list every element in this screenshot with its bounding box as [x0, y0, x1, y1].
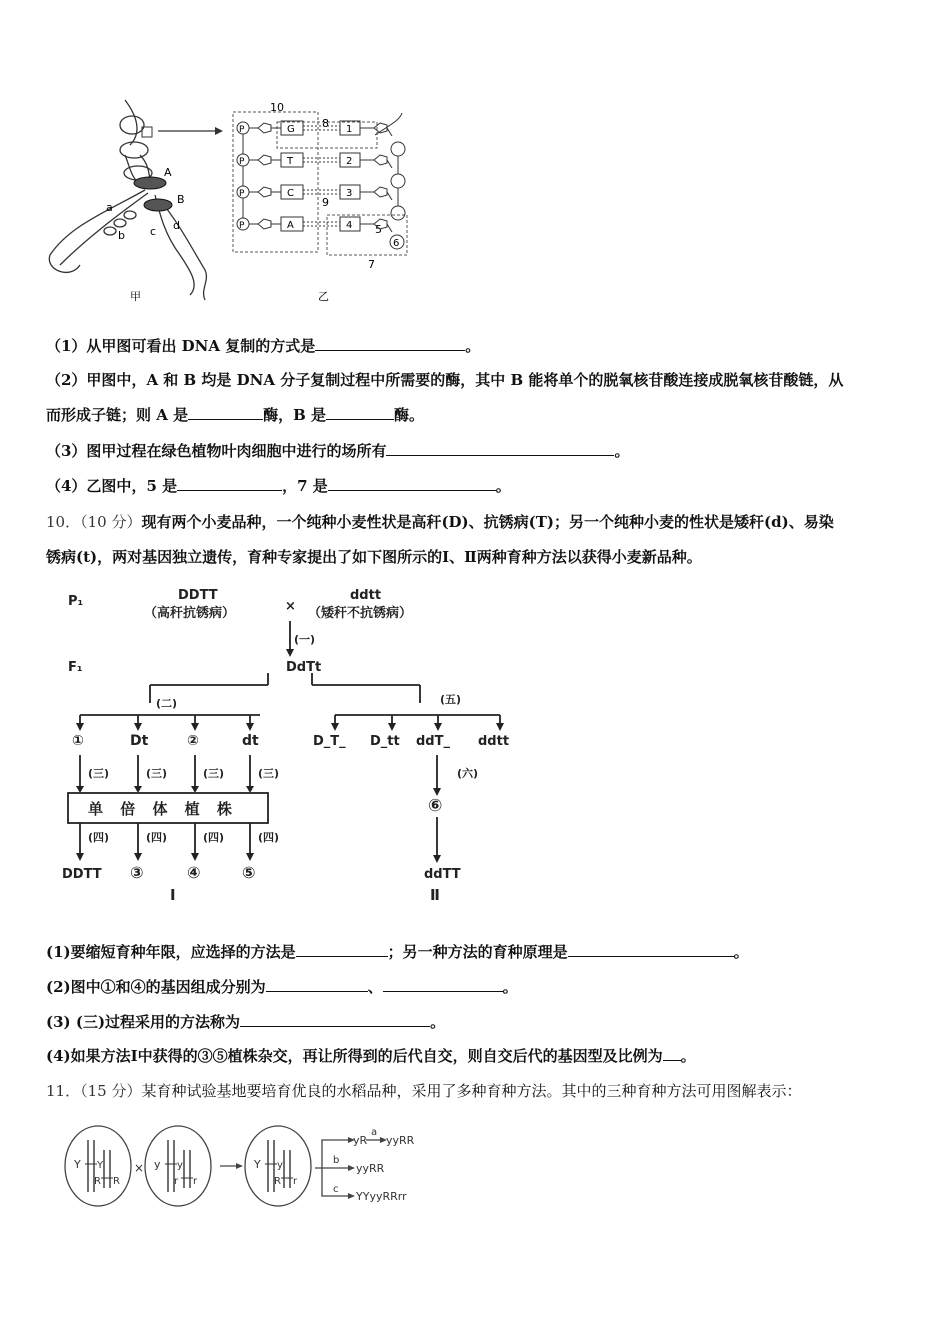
output-c: YYyyRRrr [356, 1190, 407, 1203]
step6-label: (六) [457, 767, 479, 780]
base-left: T [287, 156, 294, 167]
allele-label: R [94, 1176, 101, 1187]
allele-label: y [277, 1160, 283, 1171]
answer-blank[interactable] [663, 1046, 681, 1061]
base-right: 2 [346, 156, 353, 167]
enzyme-b-icon [144, 199, 172, 211]
q10-part2 [46, 977, 518, 997]
answer-blank[interactable] [383, 977, 503, 992]
label-B: B [177, 193, 185, 206]
q10-stem-1: 现有两个小麦品种，一个纯种小麦性状是高秆(D)、抗锈病(T)；另一个纯种小麦的性状是矮秆(d)、易染 [141, 513, 834, 531]
base-right: 3 [346, 188, 353, 199]
base-left: C [287, 188, 294, 199]
parent1-desc: （高秆抗锈病） [144, 606, 236, 621]
answer-blank[interactable] [326, 405, 394, 420]
allele-label: Y [74, 1158, 81, 1171]
q10-part3 [46, 1012, 445, 1032]
punct: 。 [614, 442, 630, 460]
label-10: 10 [270, 101, 284, 114]
step3-label: (三) [258, 767, 280, 780]
output-a1: yR [353, 1134, 368, 1147]
q10-p1-text: (1)要缩短育种年限，应选择的方法是 [46, 943, 296, 961]
parent2-genotype: ddtt [350, 588, 382, 603]
label-9: 9 [322, 196, 329, 209]
label-7: 7 [368, 258, 375, 271]
parent2-desc: （矮秆不抗锈病） [308, 606, 413, 621]
step4-label: (四) [88, 831, 110, 844]
allele-label: Y [97, 1160, 104, 1171]
gamete-label: dt [242, 733, 259, 749]
q9-p2-text: （2）甲图中，A 和 B 均是 DNA 分子复制过程中所需要的酶，其中 B 能将单个的脱氧核苷酸连接成脱氧核苷酸链，从 [46, 371, 844, 389]
label-c: c [150, 225, 157, 238]
result-II-genotype: ddTT [424, 867, 461, 882]
q10-p1-mid: ；另一种方法的育种原理是 [387, 943, 568, 961]
label-yi: 乙 [318, 290, 329, 303]
base-left: A [287, 220, 294, 231]
rice-breeding-diagram [60, 1118, 440, 1218]
q10-score: （10 分） [80, 513, 142, 531]
haploid-box-label: 单 倍 体 植 株 [88, 800, 238, 818]
f1-genotype: DdTt [286, 660, 322, 675]
gamete-label: Dt [130, 733, 149, 749]
q10-number: 10． [46, 513, 81, 531]
q10-p4-text: (4)如果方法Ⅰ中获得的③⑤植株杂交，再让所得到的后代自交，则自交后代的基因型及比例为 [46, 1047, 663, 1065]
q9-p1-text: （1）从甲图可看出 DNA 复制的方式是 [46, 337, 316, 355]
q9-part4 [46, 476, 511, 496]
method-I-label: Ⅰ [170, 886, 176, 904]
phosphate-icon: P [239, 157, 245, 167]
label-a: a [106, 201, 113, 214]
answer-blank[interactable] [177, 476, 282, 491]
parent1-genotype: DDTT [178, 588, 218, 603]
result-genotype: ⑤ [242, 863, 256, 882]
cross-sign: × [285, 599, 296, 614]
base-left: G [287, 124, 295, 135]
result-row [62, 823, 279, 882]
q11-number: 11． [46, 1082, 81, 1100]
f2-genotype: ddtt [478, 734, 510, 749]
f2-genotype: D_T_ [313, 734, 346, 749]
base-right: 4 [346, 220, 353, 231]
punct: 。 [465, 337, 481, 355]
step4-label: (四) [258, 831, 280, 844]
output-a2: yyRR [386, 1134, 415, 1147]
gamete-label: ① [72, 733, 84, 749]
q9-p3-text: （3）图甲过程在绿色植物叶肉细胞中进行的场所有 [46, 442, 387, 460]
output-b: yyRR [356, 1162, 385, 1175]
allele-label: r [174, 1176, 179, 1187]
answer-blank[interactable] [315, 336, 465, 351]
phosphate-icon: P [239, 221, 245, 231]
gamete-row [72, 715, 259, 749]
step3-label: (三) [88, 767, 110, 780]
method-II-label: Ⅱ [430, 886, 440, 904]
q11-score: （15 分） [80, 1082, 142, 1100]
q10-stem-2-text: 锈病(t)，两对基因独立遗传，育种专家提出了如下图所示的Ⅰ、Ⅱ两种育种方法以获得小麦新品种。 [46, 548, 702, 566]
label-d: d [173, 219, 180, 232]
f2-row [313, 715, 509, 749]
step3-label: (三) [146, 767, 168, 780]
answer-blank[interactable] [568, 942, 734, 957]
answer-blank[interactable] [328, 476, 496, 491]
allele-label: y [154, 1158, 161, 1171]
allele-label: r [293, 1176, 298, 1187]
q9-part1 [46, 336, 480, 356]
result-genotype: DDTT [62, 867, 102, 882]
q9-part3 [46, 441, 629, 461]
allele-label: r [193, 1176, 198, 1187]
punct: 。 [430, 1013, 446, 1031]
result-genotype: ③ [130, 863, 144, 882]
f1-label: F₁ [68, 660, 83, 675]
label-8: 8 [322, 117, 329, 130]
punct: 。 [502, 978, 518, 996]
q9-p2-cont-a: 而形成子链；则 A 是 [46, 406, 189, 424]
punct: 。 [680, 1047, 696, 1065]
cross-sign-2: × [134, 1161, 145, 1175]
punct: 。 [495, 477, 511, 495]
phosphate-icon: P [239, 189, 245, 199]
q11-stem [46, 1081, 801, 1101]
label-A: A [164, 166, 172, 179]
step3-label: (三) [203, 767, 225, 780]
circle-6: ⑥ [428, 796, 443, 816]
f2-genotype: ddT_ [416, 734, 450, 749]
q10-p2-mid: 、 [367, 978, 383, 996]
allele-label: Y [254, 1158, 261, 1171]
step3-row [76, 755, 279, 793]
q9-p4-mid: ，7 是 [282, 477, 328, 495]
label-jia: 甲 [130, 290, 141, 303]
allele-label: R [274, 1176, 281, 1187]
answer-blank[interactable] [188, 405, 263, 420]
gamete-label: ② [187, 733, 199, 749]
step5-label: (五) [440, 693, 462, 706]
branch-c-label: c [333, 1184, 339, 1195]
step1-label: (一) [294, 633, 316, 646]
step4-label: (四) [203, 831, 225, 844]
punct: 。 [733, 943, 749, 961]
answer-blank[interactable] [240, 1012, 430, 1027]
p1-label: P₁ [68, 594, 84, 609]
q11-stem-text: 某育种试验基地要培育优良的水稻品种，采用了多种育种方法。其中的三种育种方法可用图解表示： [141, 1082, 802, 1100]
breeding-diagram [60, 585, 520, 910]
step2-label: (二) [156, 697, 178, 710]
base-right: 1 [346, 124, 353, 135]
allele-label: y [177, 1160, 183, 1171]
dna-replication-figure [30, 95, 450, 315]
branch-b-label: b [333, 1155, 340, 1166]
answer-blank[interactable] [386, 441, 614, 456]
q9-p4-text: （4）乙图中，5 是 [46, 477, 178, 495]
q10-p3-text: (3) (三)过程采用的方法称为 [46, 1013, 241, 1031]
q10-part1 [46, 942, 749, 962]
q10-stem-2 [46, 547, 702, 567]
q10-p2-text: (2)图中①和④的基因组成分别为 [46, 978, 266, 996]
branch-a-label: a [371, 1127, 378, 1138]
q10-part4 [46, 1046, 696, 1066]
dna-structure-diagram [233, 101, 407, 303]
answer-blank[interactable] [296, 942, 388, 957]
q9-part2 [46, 370, 843, 390]
label-b: b [118, 229, 125, 242]
f2-genotype: D_tt [370, 734, 400, 749]
step4-label: (四) [146, 831, 168, 844]
allele-label: R [113, 1176, 120, 1187]
enzyme-a-icon [134, 177, 166, 189]
phosphate-icon: P [239, 125, 245, 135]
label-6: 6 [393, 238, 400, 249]
q9-p2-cont-c: 酶。 [394, 406, 425, 424]
q9-part2-cont [46, 405, 424, 425]
label-5: 5 [375, 223, 382, 236]
result-genotype: ④ [187, 863, 201, 882]
q10-stem [46, 512, 834, 532]
answer-blank[interactable] [266, 977, 368, 992]
q9-p2-cont-b: 酶，B 是 [263, 406, 326, 424]
